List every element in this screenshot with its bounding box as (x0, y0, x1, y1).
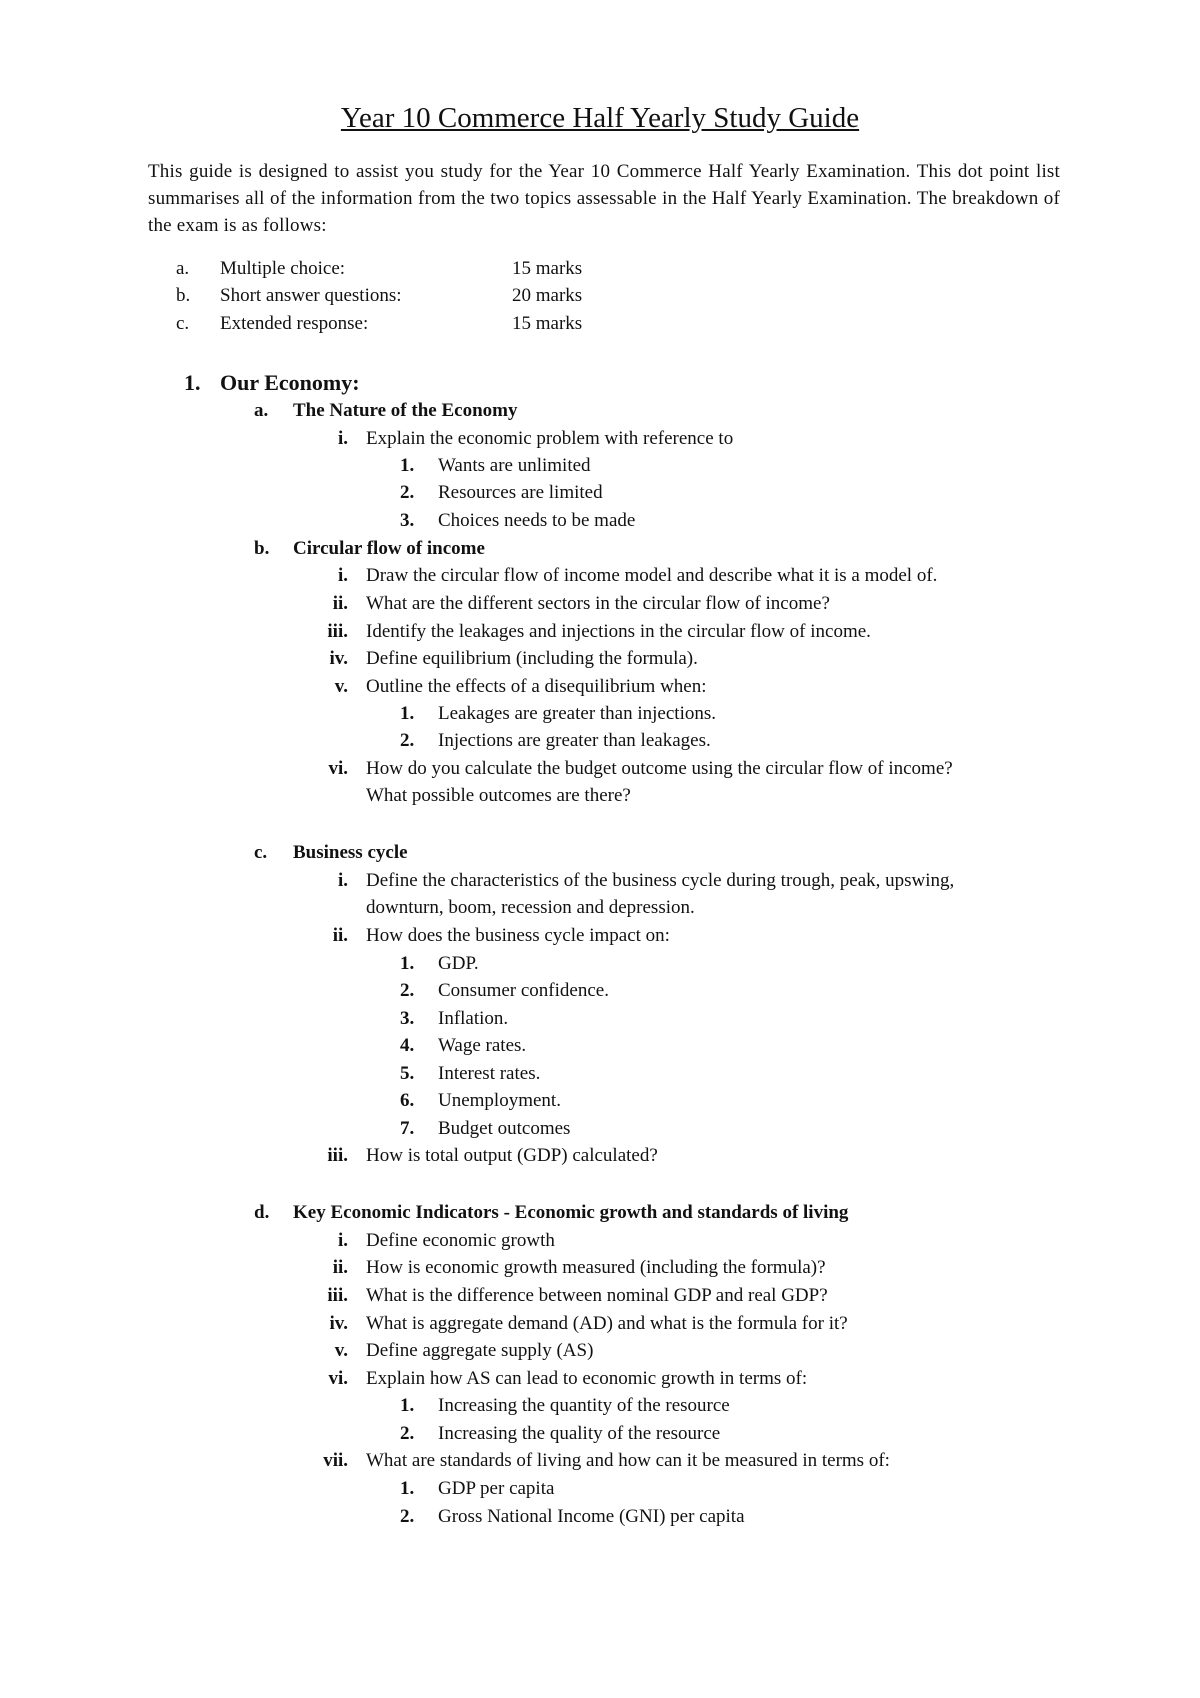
subitem-number: 1. (400, 953, 415, 974)
breakdown-marks: 15 marks (512, 258, 583, 279)
item-text: Identify the leakages and injections in the circular flow of income. (366, 621, 871, 642)
item-text-continued: What possible outcomes are there? (366, 785, 631, 806)
section-heading: Key Economic Indicators - Economic growth and standards of living (293, 1202, 849, 1223)
item-text: Explain how AS can lead to economic growth in terms of: (366, 1368, 808, 1389)
subitem-number: 1. (400, 455, 415, 476)
item-text: How does the business cycle impact on: (366, 925, 670, 946)
item-text: Draw the circular flow of income model and describe what it is a model of. (366, 565, 938, 586)
subitem-text: Injections are greater than leakages. (438, 730, 711, 751)
item-numeral: vi. (328, 1368, 348, 1389)
breakdown-label: Extended response: (220, 313, 369, 334)
breakdown-letter: c. (176, 313, 190, 334)
item-numeral: vii. (323, 1450, 348, 1471)
item-numeral: iii. (327, 1145, 348, 1166)
item-text: How is total output (GDP) calculated? (366, 1145, 658, 1166)
item-text: How is economic growth measured (including the formula)? (366, 1257, 826, 1278)
subitem-text: Resources are limited (438, 482, 603, 503)
subitem-number: 6. (400, 1090, 415, 1111)
subitem-text: Consumer confidence. (438, 980, 609, 1001)
breakdown-marks: 15 marks (512, 313, 583, 334)
item-numeral: v. (334, 1340, 348, 1361)
item-numeral: i. (337, 428, 348, 449)
item-numeral: iv. (329, 648, 348, 669)
section-heading: Business cycle (293, 842, 408, 863)
subitem-number: 3. (400, 1008, 415, 1029)
item-numeral: i. (337, 565, 348, 586)
breakdown-label: Short answer questions: (220, 285, 402, 306)
topic-number: 1. (184, 370, 201, 395)
subitem-text: Choices needs to be made (438, 510, 636, 531)
topic-heading: Our Economy: (220, 370, 360, 395)
section-heading: Circular flow of income (293, 538, 485, 559)
subitem-number: 3. (400, 510, 415, 531)
section-heading: The Nature of the Economy (293, 400, 518, 421)
subitem-text: Wage rates. (438, 1035, 527, 1056)
section-letter: d. (254, 1202, 270, 1223)
item-numeral: i. (337, 870, 348, 891)
item-text: Outline the effects of a disequilibrium when: (366, 676, 707, 697)
subitem-number: 2. (400, 980, 415, 1001)
subitem-text: Wants are unlimited (438, 455, 591, 476)
section-letter: a. (254, 400, 269, 421)
subitem-number: 5. (400, 1063, 415, 1084)
subitem-text: GDP per capita (438, 1478, 555, 1499)
item-numeral: iii. (327, 1285, 348, 1306)
section-letter: b. (254, 538, 270, 559)
subitem-number: 1. (400, 1478, 415, 1499)
item-text: What are the different sectors in the circular flow of income? (366, 593, 830, 614)
subitem-text: GDP. (438, 953, 479, 974)
item-text-continued: downturn, boom, recession and depression. (366, 897, 695, 918)
item-text: Explain the economic problem with reference to (366, 428, 734, 449)
item-text: How do you calculate the budget outcome using the circular flow of income? (366, 758, 953, 779)
item-text: Define economic growth (366, 1230, 555, 1251)
item-text: Define the characteristics of the business cycle during trough, peak, upswing, (366, 870, 955, 891)
item-numeral: v. (334, 676, 348, 697)
subitem-number: 1. (400, 1395, 415, 1416)
page-title: Year 10 Commerce Half Yearly Study Guide (340, 102, 860, 134)
item-numeral: ii. (332, 593, 348, 614)
item-numeral: iv. (329, 1313, 348, 1334)
section-letter: c. (254, 842, 268, 863)
subitem-number: 2. (400, 730, 415, 751)
item-numeral: ii. (332, 925, 348, 946)
subitem-number: 2. (400, 1506, 415, 1527)
breakdown-letter: b. (176, 285, 191, 306)
item-text: What are standards of living and how can it be measured in terms of: (366, 1450, 890, 1471)
subitem-text: Gross National Income (GNI) per capita (438, 1506, 745, 1527)
item-text: What is aggregate demand (AD) and what is the formula for it? (366, 1313, 848, 1334)
subitem-number: 1. (400, 703, 415, 724)
item-text: Define equilibrium (including the formula). (366, 648, 698, 669)
item-numeral: ii. (332, 1257, 348, 1278)
item-text: Define aggregate supply (AS) (366, 1340, 594, 1361)
subitem-text: Budget outcomes (438, 1118, 571, 1139)
breakdown-marks: 20 marks (512, 285, 583, 306)
item-numeral: iii. (327, 621, 348, 642)
subitem-number: 7. (400, 1118, 415, 1139)
subitem-number: 2. (400, 1423, 415, 1444)
subitem-number: 2. (400, 482, 415, 503)
subitem-text: Interest rates. (438, 1063, 541, 1084)
breakdown-letter: a. (176, 258, 190, 279)
intro-paragraph: This guide is designed to assist you study for the Year 10 Commerce Half Yearly Examination. This dot point list summarises all of the information from the two topics assessable in the Half Yearly Examination. The breakdown of the exam is as follows: (148, 161, 1060, 236)
subitem-text: Unemployment. (438, 1090, 561, 1111)
breakdown-label: Multiple choice: (220, 258, 346, 279)
subitem-text: Leakages are greater than injections. (438, 703, 716, 724)
item-numeral: i. (337, 1230, 348, 1251)
subitem-text: Increasing the quality of the resource (438, 1423, 721, 1444)
subitem-number: 4. (400, 1035, 415, 1056)
subitem-text: Increasing the quantity of the resource (438, 1395, 730, 1416)
item-text: What is the difference between nominal GDP and real GDP? (366, 1285, 828, 1306)
subitem-text: Inflation. (438, 1008, 509, 1029)
item-numeral: vi. (328, 758, 348, 779)
